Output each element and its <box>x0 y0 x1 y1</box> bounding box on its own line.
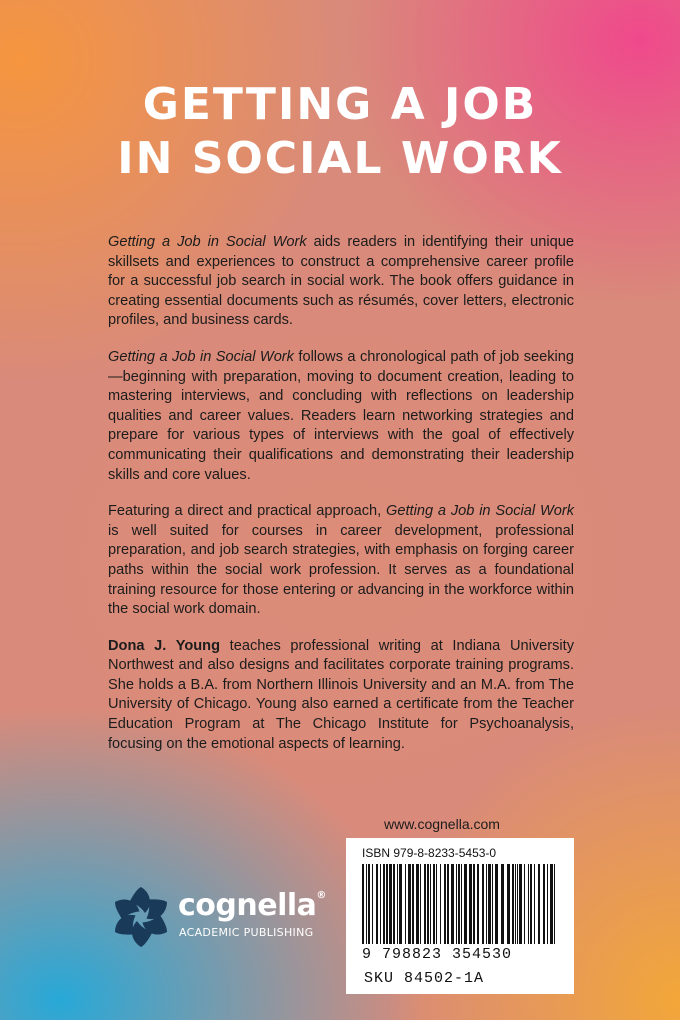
barcode-bar <box>482 864 484 944</box>
barcode-bar <box>469 864 472 944</box>
barcode-bar <box>554 864 555 944</box>
barcode-bar <box>416 864 419 944</box>
barcode-bar <box>376 864 378 944</box>
barcode-digits: 9 798823 354530 <box>362 946 513 963</box>
paragraph-1 <box>108 233 574 331</box>
barcode-bar <box>464 864 467 944</box>
barcode-bar <box>383 864 385 944</box>
barcode-bar <box>366 864 367 944</box>
barcode-bar <box>436 864 437 944</box>
barcode-bar <box>393 864 395 944</box>
sku-label: SKU 84502-1A <box>364 970 485 987</box>
barcode-bar <box>512 864 514 944</box>
barcode-bar <box>397 864 398 944</box>
barcode-bar <box>473 864 475 944</box>
paragraph-3 <box>108 502 574 620</box>
author-name: Dona J. Young <box>108 637 221 654</box>
barcode-bar <box>543 864 545 944</box>
barcode-bar <box>420 864 421 944</box>
brand-name: cognella <box>178 888 317 923</box>
barcode-bar <box>408 864 411 944</box>
barcode-bar <box>389 864 392 944</box>
barcode-box <box>346 838 574 994</box>
barcode-bar <box>530 864 532 944</box>
barcode-bar <box>517 864 518 944</box>
barcode-bar <box>492 864 493 944</box>
barcode-bar <box>538 864 540 944</box>
barcode-bar <box>524 864 525 944</box>
title-line-1: GETTING A JOB <box>142 79 538 130</box>
barcode-bar <box>456 864 457 944</box>
barcode-bar <box>372 864 373 944</box>
barcode-bar <box>362 864 364 944</box>
publisher-brand <box>178 888 326 923</box>
isbn-label: ISBN 979-8-8233-5453-0 <box>362 846 497 860</box>
barcode-bar <box>488 864 491 944</box>
barcode-bar <box>550 864 553 944</box>
barcode-bar <box>507 864 510 944</box>
paragraph-3-text: is well suited for courses in career development, professional preparation, and job search strategies, with emphasis on forging career paths within the social work profession. It serves as a foundational training resource for those entering or advancing in the workforce within the social work domain. <box>108 522 574 618</box>
barcode-bar <box>486 864 487 944</box>
paragraph-2-text: follows a chronological path of job seeking—beginning with preparation, moving to document creation, leading to mastering interviews, and concluding with reflections on leadership qualities and career values. Readers learn networking strategies and prepare for various types of interviews with the goal of effectively communicating their qualifications and demonstrating their leadership skills and core values. <box>108 348 575 483</box>
paragraph-3-start: Featuring a direct and practical approach, <box>108 503 387 520</box>
barcode-bar <box>444 864 446 944</box>
paragraph-1-text: aids readers in identifying their unique skillsets and experiences to construct a comprehensive career profile for a successful job search in social work. The book offers guidance in creating essential documents such as résumés, cover letters, electronic profiles, and business cards. <box>108 234 574 329</box>
cognella-logo-icon <box>108 884 174 950</box>
publisher-url[interactable]: www.cognella.com <box>384 816 500 832</box>
barcode-icon <box>362 864 558 944</box>
barcode-bar <box>430 864 431 944</box>
description-text <box>108 233 574 771</box>
barcode-bar <box>405 864 406 944</box>
barcode-bar <box>433 864 435 944</box>
barcode-bar <box>458 864 460 944</box>
barcode-bar <box>380 864 381 944</box>
barcode-bar <box>528 864 529 944</box>
barcode-bar <box>447 864 449 944</box>
book-title-italic: Getting a Job in Social Work <box>108 348 294 365</box>
barcode-bar <box>461 864 462 944</box>
barcode-bar <box>534 864 535 944</box>
barcode-bar <box>427 864 429 944</box>
barcode-bar <box>515 864 516 944</box>
barcode-bar <box>495 864 498 944</box>
barcode-bar <box>501 864 504 944</box>
barcode-bar <box>451 864 454 944</box>
author-bio-text: teaches professional writing at Indiana University Northwest and also designs and facilitates corporate training programs. She holds a B.A. from Northern Illinois University and an M.A. from The University of Chicago. Young also earned a certificate from the Teacher Education Program at The Chicago Institute for Psychoanalysis, focusing on the emotional aspects of learning. <box>108 637 575 752</box>
barcode-bar <box>440 864 441 944</box>
barcode-bar <box>368 864 370 944</box>
book-title <box>0 78 680 186</box>
barcode-bar <box>412 864 414 944</box>
book-title-italic: Getting a Job in Social Work <box>386 503 574 520</box>
barcode-bar <box>477 864 479 944</box>
author-bio <box>108 637 574 755</box>
barcode-bar <box>519 864 522 944</box>
barcode-bar <box>547 864 548 944</box>
publisher-subtitle: ACADEMIC PUBLISHING <box>179 926 314 939</box>
book-title-italic: Getting a Job in Social Work <box>108 234 307 250</box>
barcode-bar <box>424 864 426 944</box>
barcode-bar <box>386 864 388 944</box>
title-line-2: IN SOCIAL WORK <box>117 133 563 184</box>
registered-mark: ® <box>316 890 326 901</box>
publisher-logo <box>108 884 348 950</box>
barcode-bar <box>399 864 402 944</box>
paragraph-2 <box>108 348 574 485</box>
